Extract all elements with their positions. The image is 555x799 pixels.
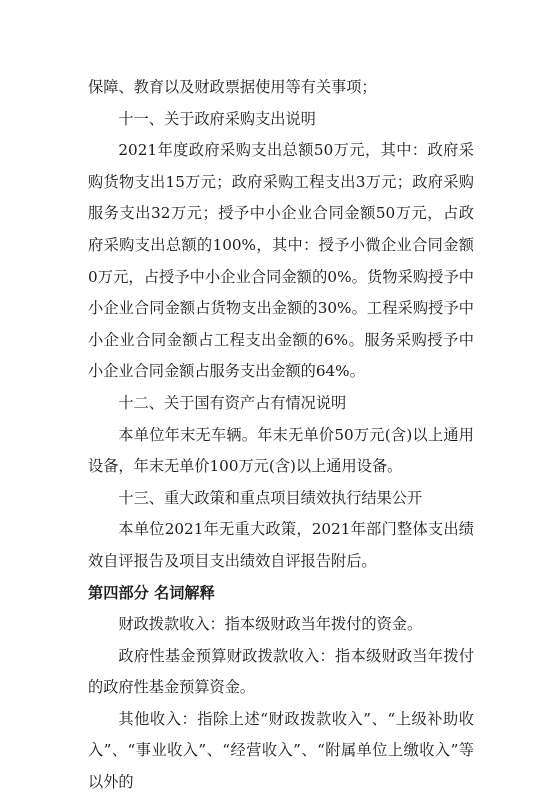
section-12-body: 本单位年末无车辆。年末无单价50万元(含)以上通用设备，年末无单价100万元(含)以上通用设备。 xyxy=(88,425,474,476)
section-11-body: 2021年度政府采购支出总额50万元，其中：政府采购货物支出15万元；政府采购工程支出3万元；政府采购服务支出32万元；授予中小企业合同金额50万元，占政府采购支出总额的100%，其中：授予小微企业合同金额0万元，占授予中小企业合同金额的0%。货物采购授予中小企业合同金额占货物支出金额的30%。工程采购授予中小企业合同金额占工程支出金额的6%。服务采购授予中小企业合同金额占服务支出金额的64%。 xyxy=(88,141,474,381)
section-12-heading: 十二、关于国有资产占有情况说明 xyxy=(118,393,347,412)
section-11-heading: 十一、关于政府采购支出说明 xyxy=(118,109,316,128)
continuation-text: 保障、教育以及财政票据使用等有关事项； xyxy=(88,78,377,96)
definition-item: 财政拨款收入：指本级财政当年拨付的资金。 xyxy=(118,615,423,634)
part-4-heading: 第四部分 名词解释 xyxy=(88,583,215,602)
document-body xyxy=(88,72,474,799)
section-13-heading: 十三、重大政策和重点项目绩效执行结果公开 xyxy=(118,488,423,507)
definition-item: 其他收入：指除上述“财政拨款收入”、“上级补助收入”、“事业收入”、“经营收入”、“附属单位上缴收入”等以外的 xyxy=(88,709,474,792)
section-13-body: 本单位2021年无重大政策，2021年部门整体支出绩效自评报告及项目支出绩效自评报告附后。 xyxy=(88,520,474,570)
definition-item: 政府性基金预算财政拨款收入：指本级财政当年拨付的政府性基金预算资金。 xyxy=(88,646,474,697)
